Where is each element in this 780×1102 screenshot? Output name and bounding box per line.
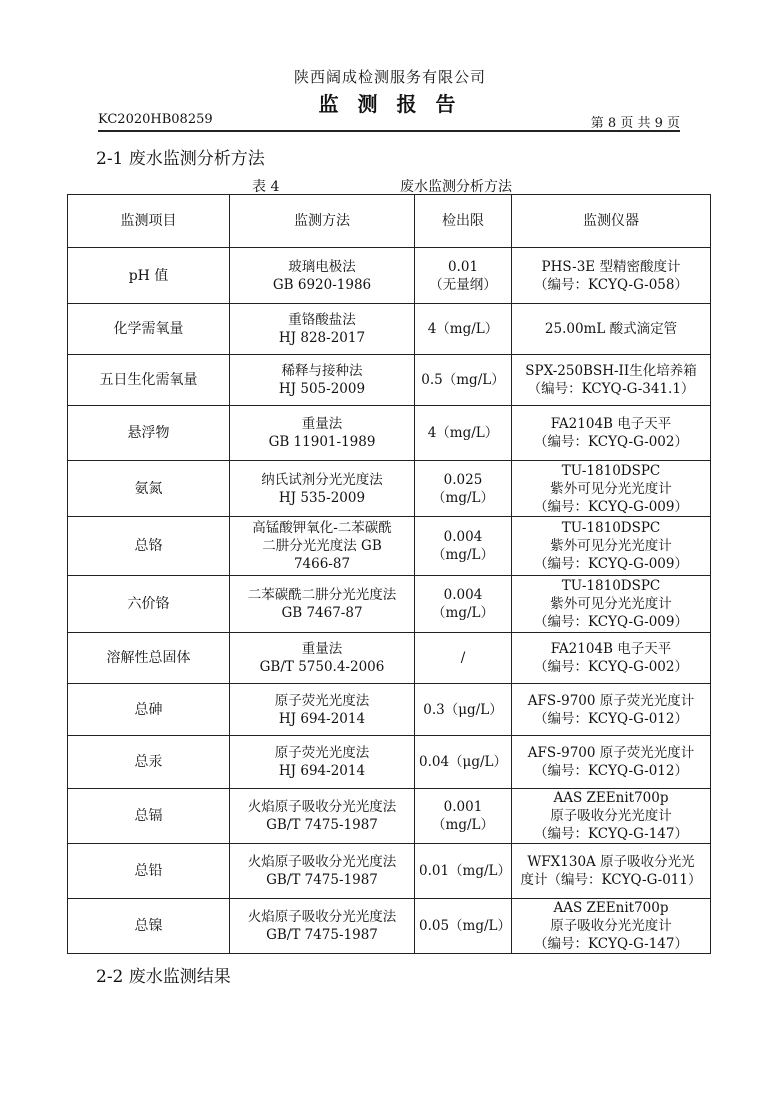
cell-limit bbox=[415, 789, 512, 844]
method-line: 火焰原子吸收分光光度法 bbox=[247, 909, 397, 925]
report-code: KC2020HB08259 bbox=[98, 112, 213, 127]
cell-method bbox=[230, 248, 415, 304]
cell-item: 总砷 bbox=[68, 684, 230, 736]
limit-line: （无量纲） bbox=[429, 276, 497, 293]
limit-line: （mg/L） bbox=[432, 605, 494, 621]
cell-limit bbox=[415, 355, 512, 406]
cell-method bbox=[230, 789, 415, 844]
method-line: GB/T 7475-1987 bbox=[266, 872, 378, 888]
cell-instrument bbox=[512, 633, 711, 684]
instrument-line: TU-1810DSPC bbox=[561, 462, 661, 479]
method-line: 重量法 bbox=[301, 416, 343, 432]
method-line: 玻璃电极法 bbox=[288, 258, 356, 275]
table-row bbox=[68, 684, 711, 736]
section-title-results: 2-2 废水监测结果 bbox=[96, 967, 231, 987]
cell-limit bbox=[415, 736, 512, 789]
method-line: 火焰原子吸收分光光度法 bbox=[247, 854, 397, 870]
limit-line: 0.01（mg/L） bbox=[419, 863, 512, 879]
table-row bbox=[68, 633, 711, 684]
table-title: 废水监测分析方法 bbox=[400, 179, 512, 195]
cell-instrument bbox=[512, 461, 711, 517]
cell-limit bbox=[415, 844, 512, 899]
instrument-line: （编号：KCYQ-G-012） bbox=[534, 763, 688, 779]
limit-line: 0.05（mg/L） bbox=[419, 918, 512, 934]
limit-line: （mg/L） bbox=[432, 547, 494, 563]
cell-item: 六价铬 bbox=[68, 576, 230, 633]
method-line: 二苯碳酰二肼分光光度法 bbox=[247, 587, 397, 603]
method-line: HJ 535-2009 bbox=[278, 489, 366, 506]
table-row bbox=[68, 844, 711, 899]
cell-limit bbox=[415, 406, 512, 461]
cell-instrument bbox=[512, 248, 711, 304]
limit-line: 4（mg/L） bbox=[427, 425, 499, 441]
limit-line: 0.04（μg/L） bbox=[419, 754, 507, 770]
report-title: 监 测 报 告 bbox=[318, 92, 462, 116]
cell-instrument bbox=[512, 517, 711, 576]
method-line: HJ 694-2014 bbox=[278, 710, 366, 727]
instrument-line: 原子吸收分光光度计 bbox=[550, 918, 672, 934]
cell-item: 化学需氧量 bbox=[68, 304, 230, 355]
instrument-line: AFS-9700 原子荧光光度计 bbox=[527, 745, 695, 761]
cell-instrument bbox=[512, 844, 711, 899]
cell-instrument bbox=[512, 576, 711, 633]
cell-instrument bbox=[512, 684, 711, 736]
instrument-line: （编号：KCYQ-G-002） bbox=[534, 434, 688, 450]
cell-method bbox=[230, 576, 415, 633]
cell-method bbox=[230, 899, 415, 954]
instrument-line: （编号：KCYQ-G-012） bbox=[534, 710, 688, 727]
cell-instrument bbox=[512, 899, 711, 954]
method-line: 高锰酸钾氧化-二苯碳酰 bbox=[252, 520, 392, 536]
instrument-line: 紫外可见分光光度计 bbox=[550, 596, 672, 612]
cell-method bbox=[230, 304, 415, 355]
limit-line: 4（mg/L） bbox=[427, 321, 499, 337]
methods-table bbox=[67, 194, 711, 954]
cell-limit bbox=[415, 684, 512, 736]
method-line: 稀释与接种法 bbox=[281, 363, 363, 379]
instrument-line: AAS ZEEnit700p bbox=[553, 790, 669, 806]
cell-limit bbox=[415, 248, 512, 304]
limit-line: / bbox=[460, 650, 466, 666]
instrument-line: AFS-9700 原子荧光光度计 bbox=[527, 692, 695, 709]
limit-line: 0.001 bbox=[443, 799, 483, 815]
instrument-line: FA2104B 电子天平 bbox=[550, 416, 672, 432]
instrument-line: （编号：KCYQ-G-058） bbox=[534, 276, 688, 293]
cell-item: 悬浮物 bbox=[68, 406, 230, 461]
instrument-line: （编号：KCYQ-G-341.1） bbox=[527, 381, 695, 397]
limit-line: 0.5（mg/L） bbox=[421, 372, 505, 388]
method-line: 重量法 bbox=[301, 641, 343, 657]
company-name: 陕西阔成检测服务有限公司 bbox=[293, 68, 486, 86]
instrument-line: 紫外可见分光光度计 bbox=[550, 538, 672, 554]
table-row bbox=[68, 576, 711, 633]
cell-method bbox=[230, 844, 415, 899]
instrument-line: （编号：KCYQ-G-147） bbox=[534, 936, 688, 952]
instrument-line: AAS ZEEnit700p bbox=[553, 900, 669, 916]
cell-method bbox=[230, 355, 415, 406]
page-indicator: 第 8 页 共 9 页 bbox=[590, 116, 680, 131]
cell-item: 总铅 bbox=[68, 844, 230, 899]
cell-instrument bbox=[512, 736, 711, 789]
instrument-line: PHS-3E 型精密酸度计 bbox=[541, 258, 681, 275]
table-row bbox=[68, 461, 711, 517]
limit-line: 0.004 bbox=[443, 587, 483, 603]
instrument-line: （编号：KCYQ-G-009） bbox=[534, 614, 688, 630]
header-instrument: 监测仪器 bbox=[512, 195, 711, 248]
cell-method bbox=[230, 684, 415, 736]
cell-item: 总镉 bbox=[68, 789, 230, 844]
cell-instrument bbox=[512, 406, 711, 461]
instrument-line: （编号：KCYQ-G-009） bbox=[534, 498, 688, 515]
instrument-line: 25.00mL 酸式滴定管 bbox=[544, 321, 678, 337]
method-line: 火焰原子吸收分光光度法 bbox=[247, 799, 397, 815]
instrument-line: （编号：KCYQ-G-147） bbox=[534, 826, 688, 842]
table-row bbox=[68, 899, 711, 954]
instrument-line: 原子吸收分光光度计 bbox=[550, 808, 672, 824]
cell-instrument bbox=[512, 304, 711, 355]
table-row bbox=[68, 517, 711, 576]
instrument-line: FA2104B 电子天平 bbox=[550, 641, 672, 657]
instrument-line: TU-1810DSPC bbox=[561, 520, 661, 536]
cell-item: 总铬 bbox=[68, 517, 230, 576]
instrument-line: WFX130A 原子吸收分光光 bbox=[527, 854, 695, 870]
limit-line: 0.01 bbox=[447, 258, 479, 275]
method-line: HJ 505-2009 bbox=[278, 381, 366, 397]
method-line: GB 6920-1986 bbox=[272, 276, 372, 293]
cell-limit bbox=[415, 576, 512, 633]
cell-item: 氨氮 bbox=[68, 461, 230, 517]
method-line: 原子荧光光度法 bbox=[274, 692, 370, 709]
cell-method bbox=[230, 633, 415, 684]
report-header-row bbox=[98, 110, 680, 132]
method-line: GB/T 7475-1987 bbox=[266, 817, 378, 833]
cell-item: 总镍 bbox=[68, 899, 230, 954]
limit-line: 0.3（μg/L） bbox=[423, 701, 503, 718]
cell-method bbox=[230, 517, 415, 576]
table-number: 表 4 bbox=[252, 179, 280, 195]
table-row bbox=[68, 736, 711, 789]
cell-item: 溶解性总固体 bbox=[68, 633, 230, 684]
instrument-line: 度计（编号：KCYQ-G-011） bbox=[520, 872, 702, 888]
method-line: HJ 694-2014 bbox=[278, 763, 366, 779]
cell-limit bbox=[415, 899, 512, 954]
table-body bbox=[68, 248, 711, 954]
table-header-row bbox=[68, 195, 711, 248]
limit-line: （mg/L） bbox=[432, 817, 494, 833]
method-line: 重铬酸盐法 bbox=[288, 312, 356, 328]
cell-instrument bbox=[512, 789, 711, 844]
table-row bbox=[68, 248, 711, 304]
instrument-line: （编号：KCYQ-G-002） bbox=[534, 659, 688, 675]
method-line: 7466-87 bbox=[293, 556, 351, 572]
cell-instrument bbox=[512, 355, 711, 406]
limit-line: 0.004 bbox=[443, 529, 483, 545]
cell-limit bbox=[415, 633, 512, 684]
instrument-line: （编号：KCYQ-G-009） bbox=[534, 556, 688, 572]
limit-line: 0.025 bbox=[443, 471, 483, 488]
cell-item: 总汞 bbox=[68, 736, 230, 789]
method-line: HJ 828-2017 bbox=[278, 330, 366, 346]
method-line: 纳氏试剂分光光度法 bbox=[261, 471, 383, 488]
limit-line: （mg/L） bbox=[432, 489, 494, 506]
table-row bbox=[68, 406, 711, 461]
table-row bbox=[68, 789, 711, 844]
method-line: GB 11901-1989 bbox=[268, 434, 376, 450]
table-row bbox=[68, 304, 711, 355]
header-item: 监测项目 bbox=[68, 195, 230, 248]
method-line: GB/T 7475-1987 bbox=[266, 927, 378, 943]
cell-limit bbox=[415, 517, 512, 576]
section-title-methods: 2-1 废水监测分析方法 bbox=[96, 149, 265, 169]
cell-method bbox=[230, 461, 415, 517]
method-line: 二肼分光光度法 GB bbox=[262, 538, 382, 554]
cell-item: pH 值 bbox=[68, 248, 230, 304]
cell-limit bbox=[415, 304, 512, 355]
cell-item: 五日生化需氧量 bbox=[68, 355, 230, 406]
cell-method bbox=[230, 406, 415, 461]
instrument-line: 紫外可见分光光度计 bbox=[550, 480, 672, 497]
cell-method bbox=[230, 736, 415, 789]
header-limit: 检出限 bbox=[415, 195, 512, 248]
instrument-line: TU-1810DSPC bbox=[561, 578, 661, 594]
header-method: 监测方法 bbox=[230, 195, 415, 248]
method-line: 原子荧光光度法 bbox=[274, 745, 370, 761]
cell-limit bbox=[415, 461, 512, 517]
method-line: GB/T 5750.4-2006 bbox=[259, 659, 385, 675]
instrument-line: SPX-250BSH-II生化培养箱 bbox=[525, 363, 697, 379]
method-line: GB 7467-87 bbox=[281, 605, 363, 621]
table-row bbox=[68, 355, 711, 406]
